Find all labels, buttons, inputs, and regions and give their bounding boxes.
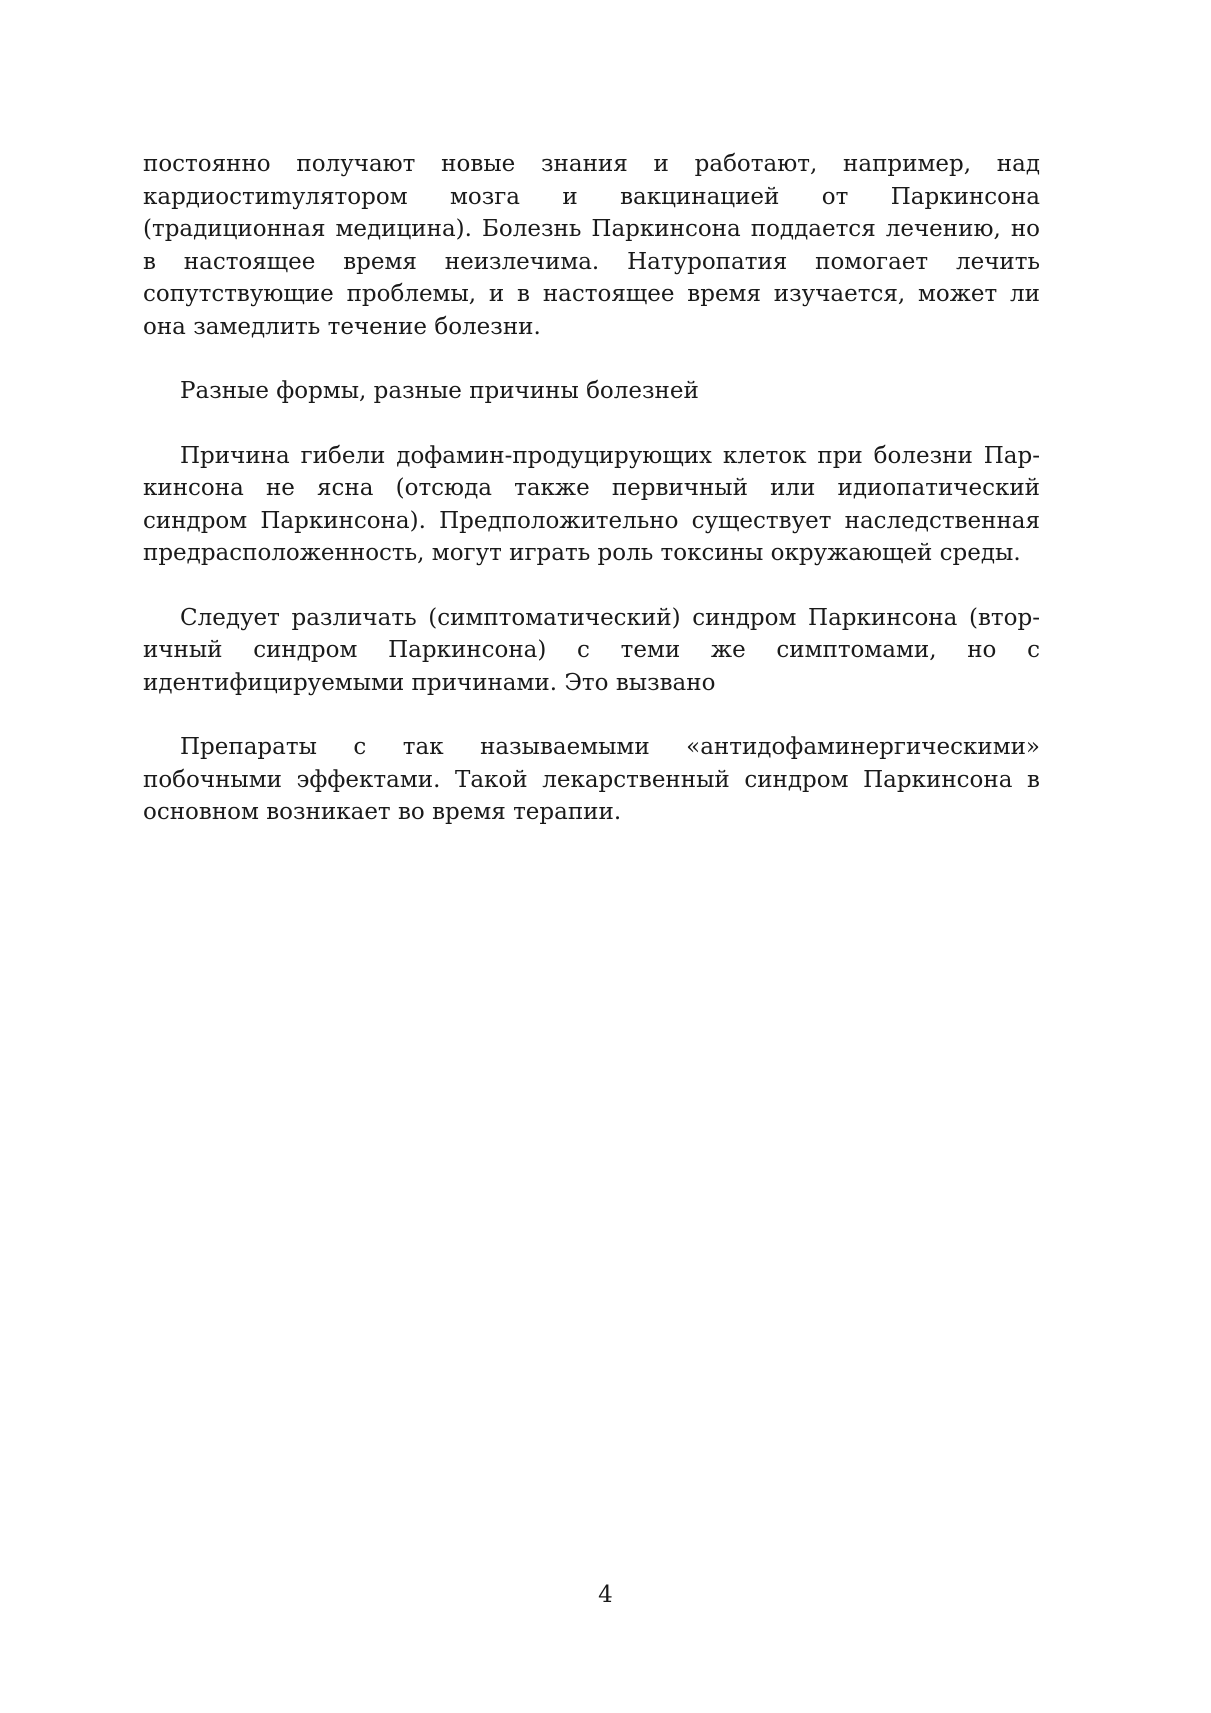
body-text: [143, 148, 1040, 861]
section-heading: Разные формы, разные причины болезней: [180, 378, 699, 404]
paragraph-2: Причина гибели дофамин-продуцирующих клеток при болезни Паркинсона не ясна (отсюда также первичный или идиопатический синдром Паркинсона). Предположительно существует наследственная предрасположенность, могут играть роль токсины окружающей среды.: [143, 442, 1040, 566]
paragraph-4: Препараты с так называемыми «антидофаминергическими» побочными эффектами. Такой лекарственный синдром Паркинсона в основном возникает во время терапии.: [143, 734, 1040, 825]
page-number: 4: [598, 1582, 613, 1608]
paragraph-1: постоянно получают новые знания и работают, например, над кардиостиmулятором мозга и вакцинацией от Паркинсона (традиционная медицина). Болезнь Паркинсона поддается лечению, но в настоящее время неизлечима. Натуропатия помогает лечить сопутствующие проблемы, и в настоящее время изучается, может ли она замедлить течение болезни.: [143, 151, 1040, 340]
paragraph-3: Следует различать (симптоматический) синдром Паркинсона (вторичный синдром Паркинсона) с теми же симптомами, но с идентифицируемыми причинами. Это вызвано: [143, 604, 1040, 696]
